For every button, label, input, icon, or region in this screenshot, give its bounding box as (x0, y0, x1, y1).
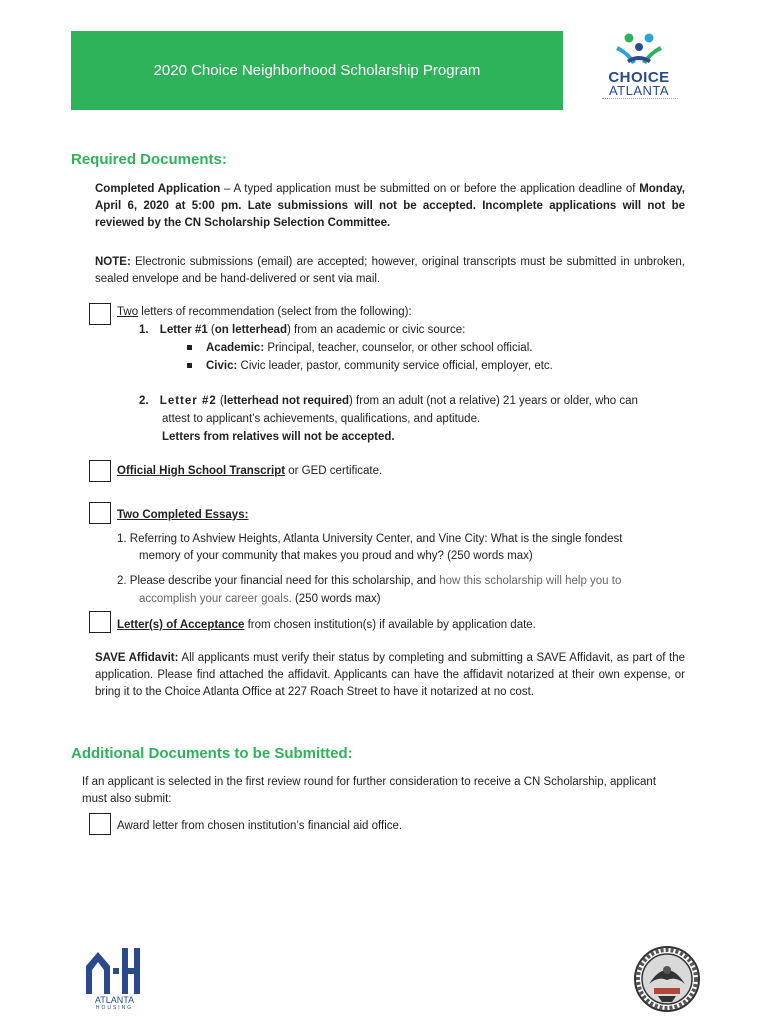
letter-2-not-required: letterhead not required (223, 395, 350, 407)
late-submissions-text: . Late submissions will not be accepted. Incomplete applications will not be reviewed by the CN Scholarship Selection Committee. (95, 200, 685, 229)
logo-word-atlanta: ATLANTA (608, 83, 670, 98)
letter-2-relatives: Letters from relatives will not be accepted. (162, 431, 395, 443)
atlanta-housing-logo (82, 946, 147, 1016)
choice-atlanta-logo (594, 32, 684, 104)
save-affidavit-label: SAVE Affidavit: (95, 652, 179, 664)
transcript-checkbox[interactable] (89, 460, 111, 482)
seal-emblem-icon (634, 946, 700, 1012)
acceptance-rest: from chosen institution(s) if available by application date. (244, 619, 536, 631)
essay-1-line2: memory of your community that makes you proud and why? (250 words max) (139, 550, 533, 562)
award-letter-checkbox[interactable] (89, 813, 111, 835)
ah-word-housing: HOUSING (95, 1005, 134, 1011)
save-affidavit-paragraph (95, 650, 685, 701)
academic-bullet (187, 340, 532, 357)
choice-people-icon (614, 32, 664, 68)
letter-2-label: Letter #2 (159, 395, 217, 407)
letter-1-paren: ( (207, 324, 215, 336)
recommendation-intro-text: letters of recommendation (select from the following): (138, 306, 412, 318)
civic-label: Civic: (206, 360, 238, 372)
banner-title: 2020 Choice Neighborhood Scholarship Program (153, 62, 481, 79)
additional-documents-heading: Additional Documents to be Submitted: (71, 745, 353, 762)
housing-house-icon (82, 946, 147, 994)
header-banner (71, 31, 563, 110)
completed-application-paragraph (95, 181, 685, 232)
letter-2-number: 2. (139, 395, 149, 407)
civic-text: Civic leader, pastor, community service official, employer, etc. (237, 360, 553, 372)
transcript-rest: or GED certificate. (285, 465, 383, 477)
essay-2-line2 (139, 591, 381, 608)
civic-bullet (187, 358, 553, 375)
letter-2-line (139, 393, 638, 410)
save-affidavit-text: All applicants must verify their status by completing and submitting a SAVE Affidavit, as part of the application. Please find attached the affidavit. Applicants can have the affidavit notarized at their own expense, or bring it to the Choice Atlanta Office at 227 Roach Street to have it notarized at no cost. (95, 652, 686, 698)
letter-2-rest: ) from an adult (not a relative) 21 years or older, who can (349, 395, 638, 407)
deadline-text: Monday, April 6, 2020 at 5:00 pm (95, 183, 685, 212)
logo-tagline-line (602, 98, 678, 100)
transcript-label: Official High School Transcript (117, 465, 286, 477)
note-label: NOTE: (95, 256, 131, 268)
essays-line (117, 507, 248, 524)
letter-2-paren: ( (216, 395, 224, 407)
additional-intro: If an applicant is selected in the first review round for further consideration to receive a CN Scholarship, applicant must also submit: (82, 776, 657, 805)
letter-1-number: 1. (139, 324, 149, 336)
letter-1-label: Letter #1 (159, 324, 208, 336)
essay-2-line1 (117, 573, 621, 590)
letter-1-line (139, 322, 465, 339)
transcript-line (117, 463, 382, 480)
essay-2-text-b: how this scholarship will help you to (439, 575, 622, 587)
letter-1-rest: ) from an academic or civic source: (286, 324, 466, 336)
logo-word-choice: CHOICE (608, 69, 670, 86)
acceptance-line (117, 617, 536, 634)
required-documents-heading: Required Documents: (71, 151, 227, 168)
essays-checkbox[interactable] (89, 502, 111, 524)
city-seal-logo (634, 946, 700, 1012)
award-letter-text: Award letter from chosen institution’s financial aid office. (117, 820, 403, 832)
academic-label: Academic: (206, 342, 265, 354)
essay-2-text-c: accomplish your career goals. (139, 593, 292, 605)
two-label: Two (117, 306, 139, 318)
acceptance-checkbox[interactable] (89, 611, 111, 633)
bullet-square-icon (187, 363, 192, 368)
essays-label: Two Completed Essays: (117, 509, 249, 521)
recommendation-checkbox[interactable] (89, 303, 111, 325)
note-text: Electronic submissions (email) are accepted; however, original transcripts must be submitted in unbroken, sealed envelope and be hand-delivered or sent via mail. (95, 256, 685, 285)
acceptance-label: Letter(s) of Acceptance (117, 619, 245, 631)
essay-2-text-a: 2. Please describe your financial need for this scholarship, and (117, 575, 440, 587)
academic-text: Principal, teacher, counselor, or other school official. (264, 342, 533, 354)
completed-application-text: – A typed application must be submitted on or before the application deadline of (220, 183, 636, 195)
letter-1-on-letterhead: on letterhead (214, 324, 287, 336)
bullet-square-icon (187, 345, 192, 350)
recommendation-intro (117, 304, 412, 321)
essay-2-text-d: (250 words max) (291, 593, 381, 605)
note-paragraph (95, 254, 685, 288)
letter-2-attest: attest to applicant’s achievements, qualifications, and aptitude. (162, 413, 481, 425)
ah-word-atlanta: ATLANTA (94, 995, 135, 1005)
completed-application-label: Completed Application (95, 183, 221, 195)
essay-1-line1: 1. Referring to Ashview Heights, Atlanta University Center, and Vine City: What is the single fondest (117, 533, 623, 545)
